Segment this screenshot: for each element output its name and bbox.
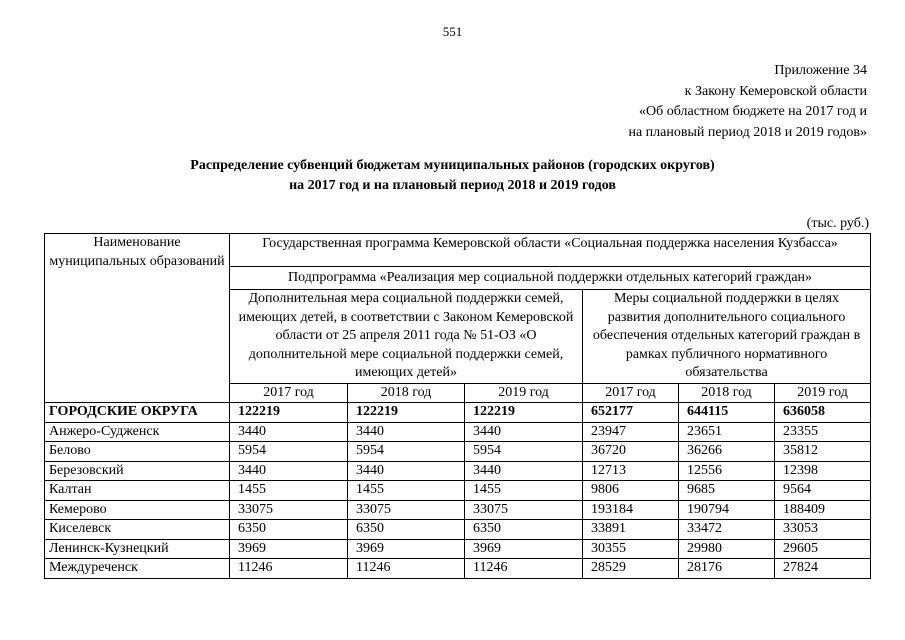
amount-cell: 3440 bbox=[348, 461, 465, 481]
amount-cell: 5954 bbox=[230, 442, 348, 462]
program-header: Государственная программа Кемеровской области «Социальная поддержка населения Кузбасса» bbox=[230, 234, 871, 267]
amount-cell: 28529 bbox=[583, 559, 679, 579]
amount-cell: 23651 bbox=[679, 422, 775, 442]
amount-cell: 3440 bbox=[465, 461, 583, 481]
amount-cell: 3969 bbox=[348, 539, 465, 559]
amount-cell: 36266 bbox=[679, 442, 775, 462]
year-header: 2019 год bbox=[775, 383, 871, 403]
amount-cell: 3969 bbox=[465, 539, 583, 559]
measure1-header: Дополнительная мера социальной поддержки семей, имеющих детей, в соответствии с Законом Кемеровской области от 25 апреля 2011 года № 51-ОЗ «О дополнительной мере социальной поддержки семей, имеющих детей» bbox=[230, 290, 583, 384]
amount-cell: 3969 bbox=[230, 539, 348, 559]
title-line: на 2017 год и на плановый период 2018 и 2019 годов bbox=[289, 178, 616, 193]
subsidy-table bbox=[44, 233, 871, 579]
name-column-header: Наименование муниципальных образований bbox=[45, 234, 230, 403]
measure2-header: Меры социальной поддержки в целях развития дополнительного социального обеспечения отдельных категорий граждан в рамках публичного нормативного обязательства bbox=[583, 290, 871, 384]
amount-cell: 644115 bbox=[679, 403, 775, 423]
amount-cell: 12398 bbox=[775, 461, 871, 481]
amount-cell: 30355 bbox=[583, 539, 679, 559]
amount-cell: 3440 bbox=[230, 422, 348, 442]
amount-cell: 11246 bbox=[348, 559, 465, 579]
table-row bbox=[45, 461, 871, 481]
table-row bbox=[45, 539, 871, 559]
amount-cell: 33075 bbox=[230, 500, 348, 520]
subprogram-header: Подпрограмма «Реализация мер социальной поддержки отдельных категорий граждан» bbox=[230, 266, 871, 290]
amount-cell: 33472 bbox=[679, 520, 775, 540]
municipality-name: Киселевск bbox=[45, 520, 230, 540]
year-header: 2018 год bbox=[348, 383, 465, 403]
title-line: Распределение субвенций бюджетам муниципальных районов (городских округов) bbox=[190, 158, 715, 173]
amount-cell: 33075 bbox=[465, 500, 583, 520]
municipality-name: Междуреченск bbox=[45, 559, 230, 579]
amount-cell: 1455 bbox=[348, 481, 465, 501]
year-header: 2019 год bbox=[465, 383, 583, 403]
amount-cell: 35812 bbox=[775, 442, 871, 462]
municipality-name: Кемерово bbox=[45, 500, 230, 520]
table-row bbox=[45, 422, 871, 442]
amount-cell: 6350 bbox=[230, 520, 348, 540]
amount-cell: 122219 bbox=[230, 403, 348, 423]
amount-cell: 188409 bbox=[775, 500, 871, 520]
amount-cell: 11246 bbox=[230, 559, 348, 579]
page-number: 551 bbox=[442, 24, 463, 39]
appendix-line: Приложение 34 bbox=[774, 63, 867, 78]
municipality-name: ГОРОДСКИЕ ОКРУГА bbox=[45, 403, 230, 423]
amount-cell: 190794 bbox=[679, 500, 775, 520]
amount-cell: 33053 bbox=[775, 520, 871, 540]
appendix-line: «Об областном бюджете на 2017 год и bbox=[639, 104, 867, 119]
amount-cell: 122219 bbox=[348, 403, 465, 423]
amount-cell: 28176 bbox=[679, 559, 775, 579]
amount-cell: 1455 bbox=[465, 481, 583, 501]
header-row bbox=[45, 234, 871, 267]
amount-cell: 636058 bbox=[775, 403, 871, 423]
amount-cell: 5954 bbox=[348, 442, 465, 462]
amount-cell: 5954 bbox=[465, 442, 583, 462]
amount-cell: 9685 bbox=[679, 481, 775, 501]
municipality-name: Березовский bbox=[45, 461, 230, 481]
amount-cell: 1455 bbox=[230, 481, 348, 501]
amount-cell: 29980 bbox=[679, 539, 775, 559]
units-label: (тыс. руб.) bbox=[806, 216, 869, 231]
amount-cell: 33891 bbox=[583, 520, 679, 540]
amount-cell: 23947 bbox=[583, 422, 679, 442]
amount-cell: 3440 bbox=[230, 461, 348, 481]
table-row bbox=[45, 520, 871, 540]
appendix-block bbox=[628, 61, 867, 143]
amount-cell: 193184 bbox=[583, 500, 679, 520]
amount-cell: 12713 bbox=[583, 461, 679, 481]
amount-cell: 9806 bbox=[583, 481, 679, 501]
appendix-line: к Закону Кемеровской области bbox=[684, 83, 867, 99]
municipality-name: Анжеро-Судженск bbox=[45, 422, 230, 442]
amount-cell: 27824 bbox=[775, 559, 871, 579]
amount-cell: 6350 bbox=[348, 520, 465, 540]
amount-cell: 23355 bbox=[775, 422, 871, 442]
document-title bbox=[0, 156, 905, 196]
municipality-name: Калтан bbox=[45, 481, 230, 501]
amount-cell: 36720 bbox=[583, 442, 679, 462]
amount-cell: 29605 bbox=[775, 539, 871, 559]
table-row bbox=[45, 500, 871, 520]
amount-cell: 3440 bbox=[348, 422, 465, 442]
year-header: 2017 год bbox=[583, 383, 679, 403]
amount-cell: 9564 bbox=[775, 481, 871, 501]
total-row bbox=[45, 403, 871, 423]
amount-cell: 3440 bbox=[465, 422, 583, 442]
appendix-line: на плановый период 2018 и 2019 годов» bbox=[628, 124, 867, 140]
table-row bbox=[45, 559, 871, 579]
municipality-name: Ленинск-Кузнецкий bbox=[45, 539, 230, 559]
amount-cell: 122219 bbox=[465, 403, 583, 423]
amount-cell: 12556 bbox=[679, 461, 775, 481]
year-header: 2018 год bbox=[679, 383, 775, 403]
amount-cell: 6350 bbox=[465, 520, 583, 540]
amount-cell: 11246 bbox=[465, 559, 583, 579]
amount-cell: 652177 bbox=[583, 403, 679, 423]
table-row bbox=[45, 442, 871, 462]
amount-cell: 33075 bbox=[348, 500, 465, 520]
table-body bbox=[45, 234, 871, 579]
municipality-name: Белово bbox=[45, 442, 230, 462]
table-row bbox=[45, 481, 871, 501]
year-header: 2017 год bbox=[230, 383, 348, 403]
